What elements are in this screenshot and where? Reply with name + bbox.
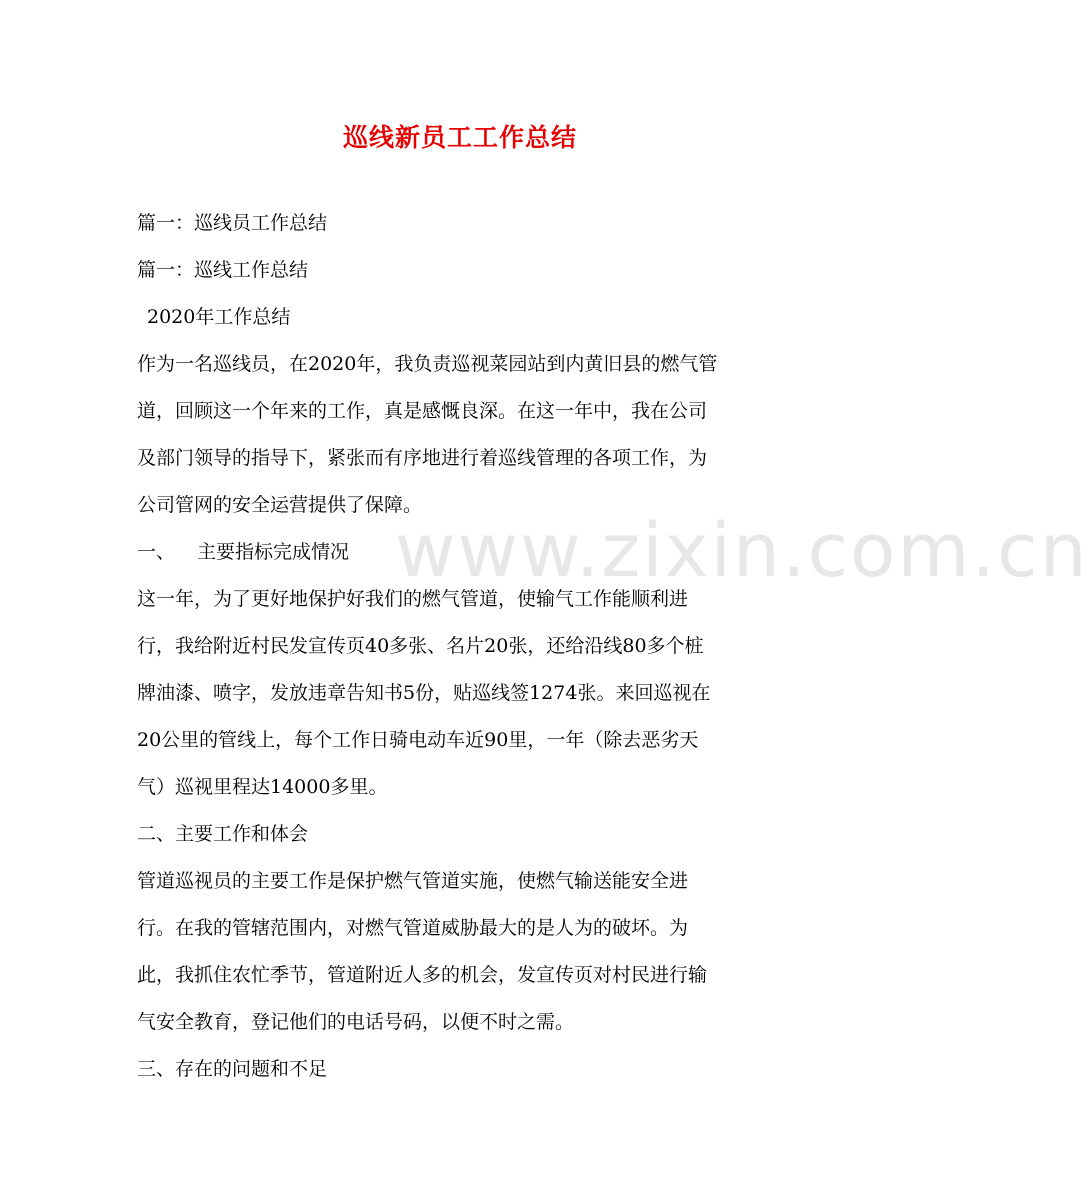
paragraph-line: 管道巡视员的主要工作是保护燃气管道实施，使燃气输送能安全进 xyxy=(137,870,689,892)
paragraph-line: 牌油漆、喷字，发放违章告知书5份，贴巡线签1274张。来回巡视在 xyxy=(137,682,711,704)
subsection-heading: 篇一：巡线工作总结 xyxy=(137,259,309,281)
report-title: 2020年工作总结 xyxy=(147,306,291,328)
paragraph-line: 公司管网的安全运营提供了保障。 xyxy=(137,494,423,516)
paragraph-line: 作为一名巡线员，在2020年，我负责巡视菜园站到内黄旧县的燃气管 xyxy=(137,353,718,375)
paragraph-line: 气安全教育，登记他们的电话号码，以便不时之需。 xyxy=(137,1011,575,1033)
paragraph-line: 道，回顾这一个年来的工作，真是感慨良深。在这一年中，我在公司 xyxy=(137,400,708,422)
document-body xyxy=(137,200,787,1093)
paragraph-line: 行，我给附近村民发宣传页40多张、名片20张，还给沿线80多个桩 xyxy=(137,635,704,657)
paragraph-line: 行。在我的管辖范围内，对燃气管道威胁最大的是人为的破坏。为 xyxy=(137,917,689,939)
section-heading-1: 篇一：巡线员工作总结 xyxy=(137,212,328,234)
paragraph-line: 此，我抓住农忙季节，管道附近人多的机会，发宣传页对村民进行输 xyxy=(137,964,708,986)
heading-problems: 三、存在的问题和不足 xyxy=(137,1058,328,1080)
heading-main-work: 二、主要工作和体会 xyxy=(137,823,309,845)
paragraph-line: 这一年，为了更好地保护好我们的燃气管道，使输气工作能顺利进 xyxy=(137,588,689,610)
paragraph-line: 及部门领导的指导下，紧张而有序地进行着巡线管理的各项工作，为 xyxy=(137,447,708,469)
heading-text: 主要指标完成情况 xyxy=(197,541,350,563)
heading-number: 一、 xyxy=(137,541,176,563)
document-title: 巡线新员工工作总结 xyxy=(342,123,577,152)
heading-main-indicators xyxy=(137,529,787,576)
paragraph-line: 20公里的管线上，每个工作日骑电动车近90里，一年（除去恶劣天 xyxy=(137,729,699,751)
paragraph-line: 气）巡视里程达14000多里。 xyxy=(137,776,388,798)
watermark: www.zixin.com.cn xyxy=(395,508,1089,594)
